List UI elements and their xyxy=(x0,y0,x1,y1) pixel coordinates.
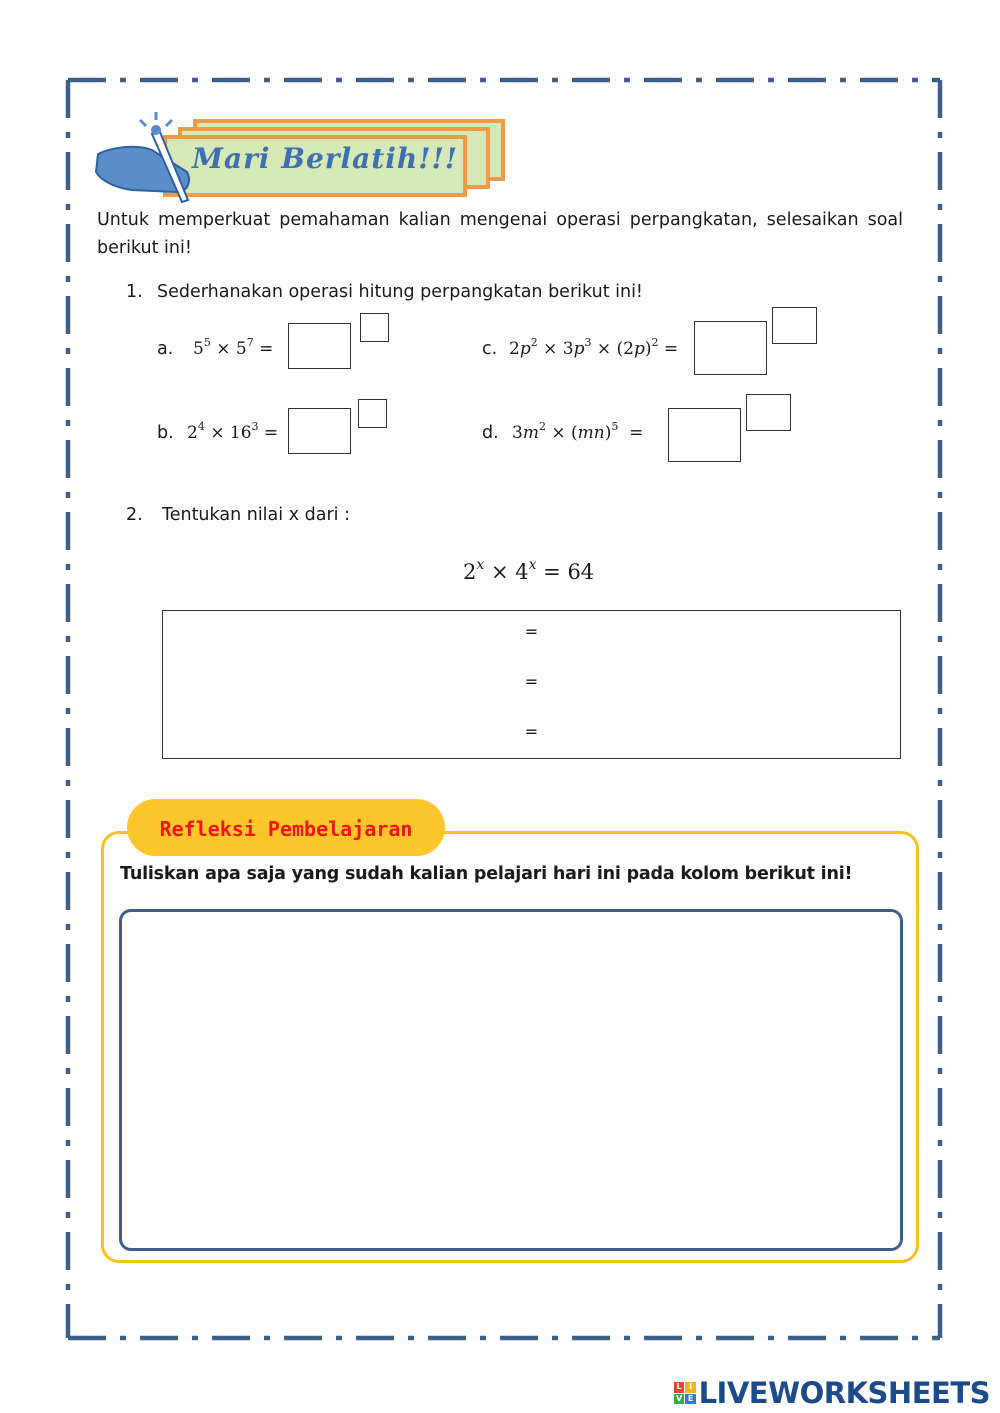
liveworksheets-logo-text: LIVEWORKSHEETS xyxy=(698,1376,990,1410)
item-a-base-input[interactable] xyxy=(288,323,351,369)
badge-letter: I xyxy=(685,1382,696,1393)
item-a-label: a. xyxy=(157,339,174,359)
work-line-1: = xyxy=(524,622,539,641)
item-c-exponent-input[interactable] xyxy=(772,307,817,344)
item-c-label: c. xyxy=(482,339,498,359)
liveworksheets-badge-icon xyxy=(674,1382,696,1404)
item-b-expression: $2^4 \times 16^3$ = xyxy=(187,420,279,443)
reflection-answer-box[interactable] xyxy=(119,909,903,1251)
item-d-base-input[interactable] xyxy=(668,408,741,462)
q1-number: 1. xyxy=(126,282,143,302)
q2-work-box[interactable] xyxy=(162,610,901,759)
work-line-3: = xyxy=(524,722,539,741)
item-d-expression: $3m^2 \times (mn)^5$ = xyxy=(512,420,644,443)
badge-letter: V xyxy=(674,1394,685,1405)
q1-text: Sederhanakan operasi hitung perpangkatan berikut ini! xyxy=(157,282,643,302)
item-c-expression: $2p^2 \times 3p^3 \times (2p)^2$ = xyxy=(509,336,679,359)
q2-text: Tentukan nilai x dari : xyxy=(162,505,350,525)
item-b-label: b. xyxy=(157,423,174,443)
item-c-base-input[interactable] xyxy=(694,321,767,375)
badge-letter: L xyxy=(674,1382,685,1393)
item-a-exponent-input[interactable] xyxy=(360,313,389,342)
q2-equation: $2^x \times 4^x = 64$ xyxy=(463,557,595,584)
intro-paragraph: Untuk memperkuat pemahaman kalian mengenai operasi perpangkatan, selesaikan soal berikut ini! xyxy=(97,210,903,258)
item-a-expression: $5^5 \times 5^7$ = xyxy=(193,336,274,359)
banner-title: Mari Berlatih!!! xyxy=(192,142,459,175)
work-line-2: = xyxy=(524,672,539,691)
reflection-title: Refleksi Pembelajaran xyxy=(159,817,413,841)
liveworksheets-logo xyxy=(674,1376,990,1410)
item-b-exponent-input[interactable] xyxy=(358,399,387,428)
item-b-base-input[interactable] xyxy=(288,408,351,454)
item-d-label: d. xyxy=(482,423,499,443)
reflection-instruction: Tuliskan apa saja yang sudah kalian pelajari hari ini pada kolom berikut ini! xyxy=(120,864,853,884)
item-d-exponent-input[interactable] xyxy=(746,394,791,431)
q2-number: 2. xyxy=(126,505,143,525)
badge-letter: E xyxy=(685,1394,696,1405)
